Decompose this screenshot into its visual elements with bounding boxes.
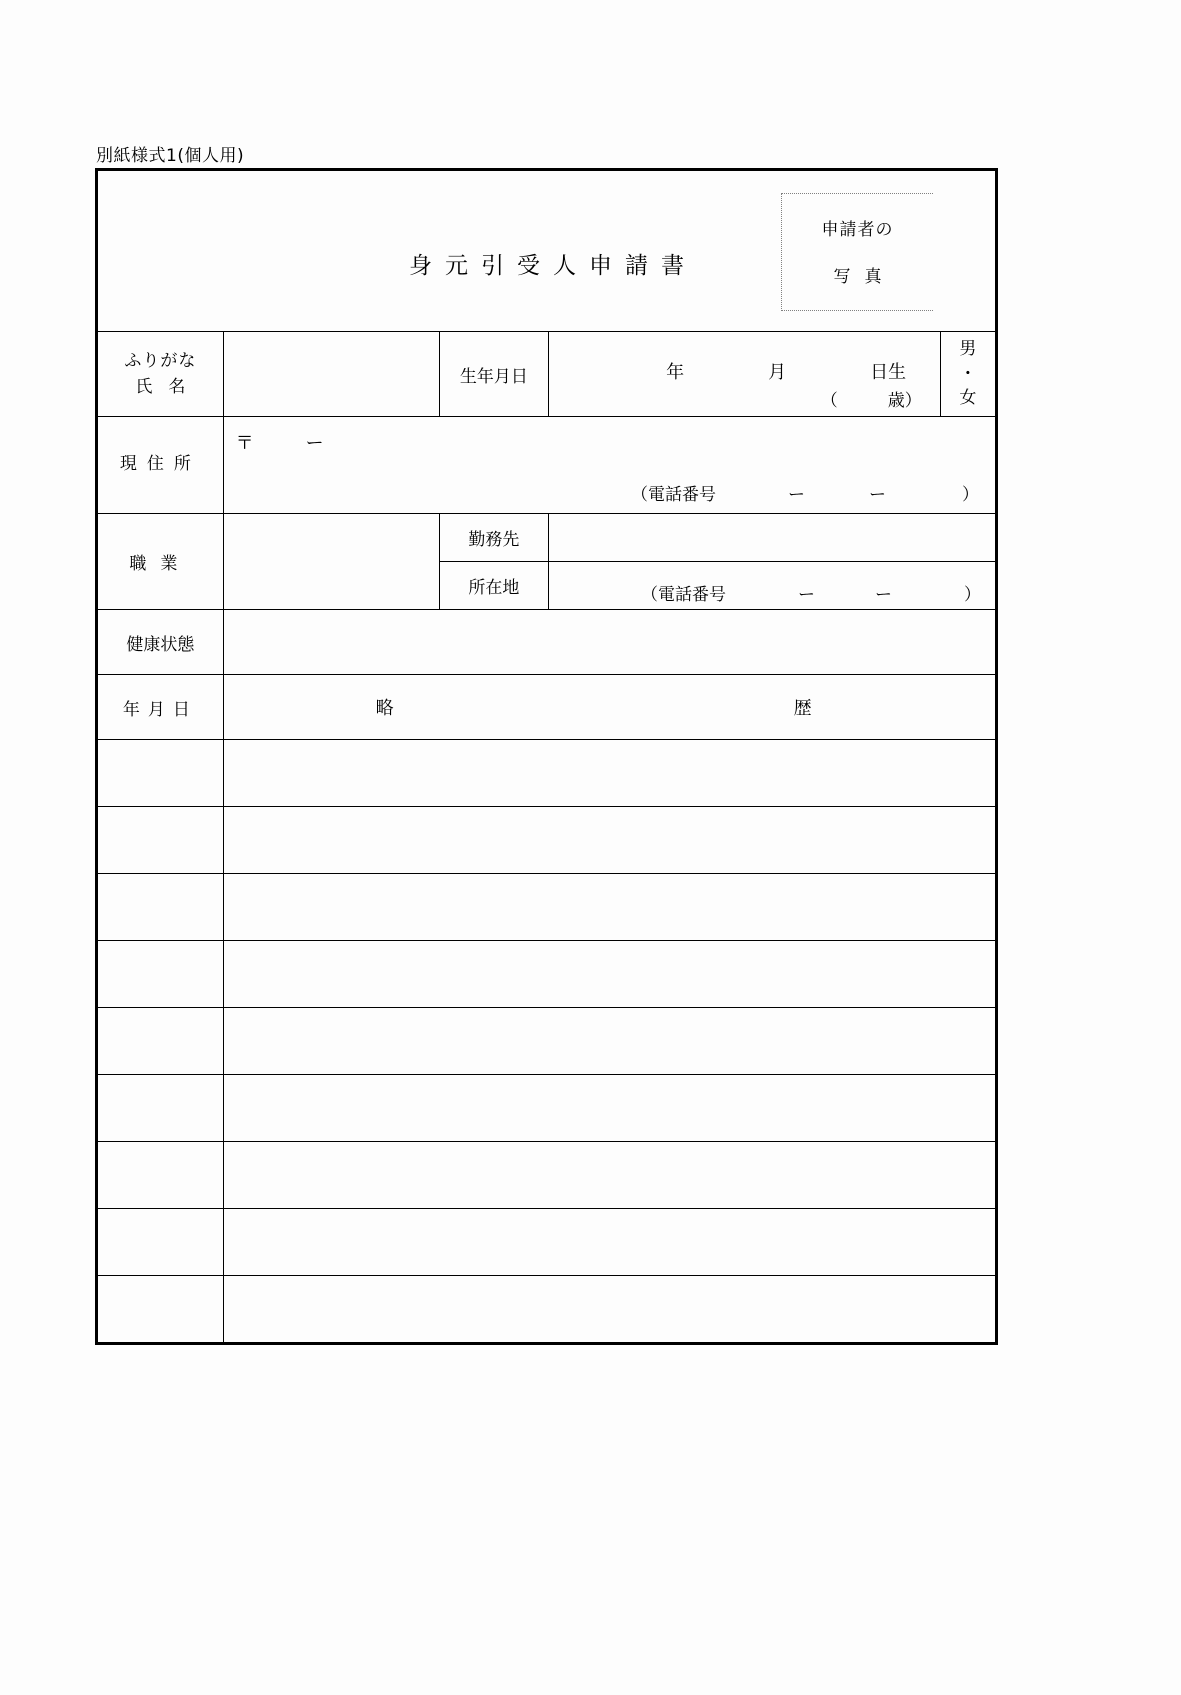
location-label: 所在地	[440, 562, 548, 610]
occupation-input-cell[interactable]	[223, 514, 440, 610]
table-row	[97, 1075, 997, 1142]
career-detail-cell[interactable]	[223, 1209, 996, 1276]
workplace-phone-dash2: ー	[875, 585, 892, 605]
title-cell	[97, 170, 997, 332]
table-row	[97, 1142, 997, 1209]
gender-female-option[interactable]: 女	[959, 388, 977, 409]
address-row	[97, 417, 997, 514]
name-label-cell	[97, 332, 224, 417]
address-phone-label: （電話番号	[631, 485, 716, 505]
workplace-phone-dash1: ー	[798, 585, 815, 605]
postal-dash: ー	[305, 433, 324, 454]
table-row	[97, 740, 997, 807]
postal-code-line	[236, 429, 324, 455]
birth-month-label: 月	[768, 362, 787, 383]
workplace-phone-close: ）	[964, 585, 981, 605]
career-header-row	[97, 675, 997, 740]
address-phone-dash2: ー	[869, 485, 886, 505]
career-date-cell[interactable]	[97, 1075, 224, 1142]
page-title: 身元引受人申請書	[409, 253, 697, 279]
health-label: 健康状態	[97, 610, 224, 675]
address-phone-dash1: ー	[788, 485, 805, 505]
career-detail-cell[interactable]	[223, 1276, 996, 1344]
career-date-cell[interactable]	[97, 1209, 224, 1276]
name-row	[97, 332, 997, 417]
gender-cell[interactable]	[940, 332, 996, 417]
workplace-phone-line	[641, 580, 981, 605]
title-row	[97, 170, 997, 332]
gender-male-option[interactable]: 男	[959, 339, 977, 360]
table-row	[97, 874, 997, 941]
form-code-label: 別紙様式1(個人用)	[96, 146, 245, 166]
career-header-cell	[223, 675, 996, 740]
career-header-left: 略	[375, 698, 394, 719]
birth-day-label: 日生	[870, 362, 907, 383]
career-detail-cell[interactable]	[223, 1008, 996, 1075]
photo-box-line1: 申請者の	[821, 220, 894, 240]
career-detail-cell[interactable]	[223, 1075, 996, 1142]
table-row	[97, 1008, 997, 1075]
career-date-cell[interactable]	[97, 874, 224, 941]
age-open-paren: （	[820, 391, 838, 411]
career-date-cell[interactable]	[97, 807, 224, 874]
name-input-cell[interactable]	[223, 332, 440, 417]
health-input-cell[interactable]	[223, 610, 996, 675]
workplace-input-cell[interactable]	[548, 514, 997, 562]
address-label: 現住所	[97, 417, 224, 514]
career-detail-cell[interactable]	[223, 807, 996, 874]
address-phone-close: ）	[962, 485, 979, 505]
table-row	[97, 1209, 997, 1276]
address-input-cell[interactable]	[223, 417, 996, 514]
gender-separator: ・	[959, 363, 977, 384]
career-detail-cell[interactable]	[223, 1142, 996, 1209]
application-form-table	[95, 168, 998, 1345]
address-phone-line	[631, 480, 979, 505]
health-row	[97, 610, 997, 675]
career-date-cell[interactable]	[97, 941, 224, 1008]
birthdate-input-cell[interactable]	[548, 332, 940, 417]
location-input-cell[interactable]	[548, 562, 997, 610]
table-row	[97, 1276, 997, 1344]
name-label: 氏名	[135, 377, 202, 397]
career-date-cell[interactable]	[97, 1008, 224, 1075]
photo-box-line2: 写真	[833, 267, 896, 288]
birth-year-label: 年	[666, 362, 685, 383]
career-header-right: 歴	[793, 698, 812, 719]
age-unit-label: 歳）	[887, 391, 922, 411]
table-row	[97, 941, 997, 1008]
workplace-phone-label: （電話番号	[641, 585, 726, 605]
career-date-label: 年月日	[97, 675, 224, 740]
birthdate-line	[549, 358, 940, 384]
workplace-label: 勤務先	[440, 514, 548, 562]
career-detail-cell[interactable]	[223, 874, 996, 941]
career-detail-cell[interactable]	[223, 740, 996, 807]
career-date-cell[interactable]	[97, 740, 224, 807]
applicant-photo-box[interactable]	[781, 193, 933, 311]
birthdate-label: 生年月日	[440, 332, 548, 417]
furigana-label: ふりがな	[124, 350, 197, 371]
career-date-cell[interactable]	[97, 1276, 224, 1344]
postal-mark-icon: 〒	[235, 433, 254, 454]
occupation-row-workplace	[97, 514, 997, 562]
table-row	[97, 807, 997, 874]
occupation-label: 職業	[97, 514, 224, 610]
age-line	[821, 386, 922, 411]
career-date-cell[interactable]	[97, 1142, 224, 1209]
career-detail-cell[interactable]	[223, 941, 996, 1008]
